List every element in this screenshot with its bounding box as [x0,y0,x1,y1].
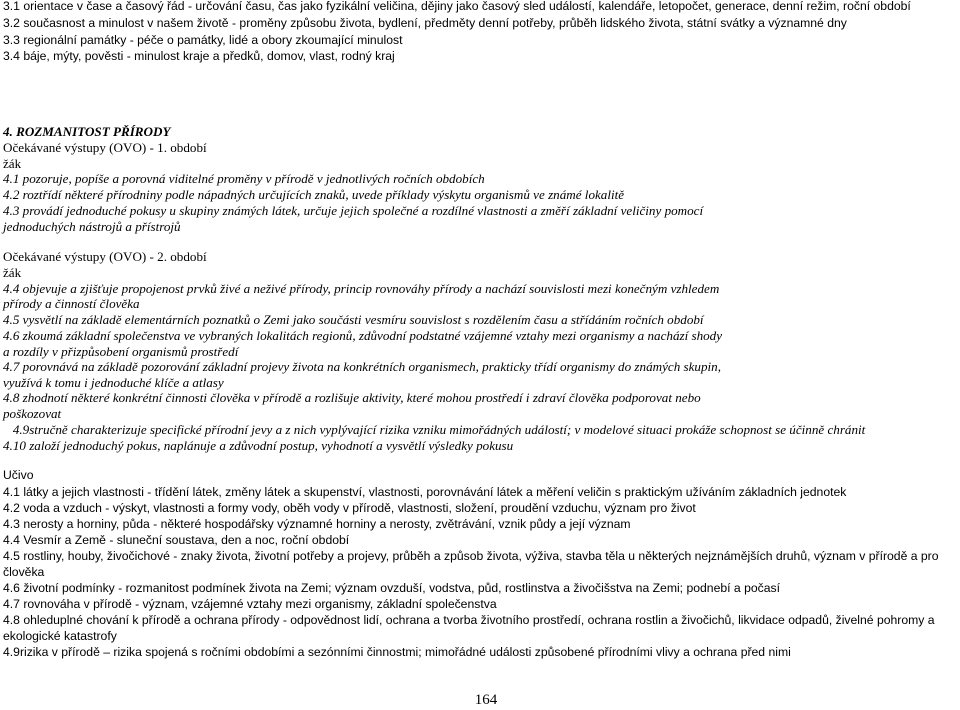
ovo1-item-cont: jednoduchých nástrojů a přístrojů [3,219,181,234]
ovo2-zak: žák [3,265,22,280]
ovo1-item: 4.3 provádí jednoduché pokusy u skupiny známých látek, určuje jejich společné a rozdílné vlastnosti a změří základní veličiny pomocí [3,203,704,218]
ovo2-item-cont: poškozovat [3,406,62,421]
ovo1-zak: žák [3,156,22,171]
ovo2-heading: Očekávané výstupy (OVO) - 2. období [3,249,207,264]
ucivo-item-cont: člověka [3,565,45,579]
ovo2-item-cont: přírody a činností člověka [3,296,140,311]
ovo2-item: 4.9stručně charakterizuje specifické přírodní jevy a z nich vyplývající rizika vzniku mimořádných událostí; v modelové situaci prokáže schopnost se účinně chránit [3,422,866,437]
section-heading: 4. ROZMANITOST PŘÍRODY [3,124,171,139]
ucivo-item: 4.5 rostliny, houby, živočichové - znaky života, životní potřeby a projevy, průběh a způsob života, výživa, stavba těla u některých nejznámějších druhů, význam v přírodě a pro [3,549,939,563]
ucivo-item: 4.6 životní podmínky - rozmanitost podmínek života na Zemi; význam ovzduší, vodstva, půd, rostlinstva a živočišstva na Zemi; podnebí a počasí [3,581,780,595]
text-line-3-3: 3.3 regionální památky - péče o památky, lidé a obory zkoumající minulost [3,33,403,47]
ovo2-item: 4.4 objevuje a zjišťuje propojenost prvků živé a neživé přírody, princip rovnováhy přírody a nachází souvislosti mezi konečným vzhledem [3,281,720,296]
ovo2-item: 4.8 zhodnotí některé konkrétní činnosti člověka v přírodě a rozlišuje aktivity, které mohou prostředí i zdraví člověka podporovat nebo [3,390,701,405]
ovo2-item: 4.10 založí jednoduchý pokus, naplánuje a zdůvodní postup, vyhodnotí a vysvětlí výsledky pokusu [3,438,514,453]
page-number: 164 [474,692,498,708]
text-line-3-1: 3.1 orientace v čase a časový řád - určování času, čas jako fyzikální veličina, dějiny jako časový sled událostí, kalendáře, letopočet, generace, denní režim, roční období [3,0,911,13]
ovo2-item: 4.7 porovnává na základě pozorování základní projevy života na konkrétních organismech, prakticky třídí organismy do známých skupin, [3,359,721,374]
ucivo-item: 4.1 látky a jejich vlastnosti - třídění látek, změny látek a skupenství, vlastnosti, porovnávání látek a měření veličin s praktickým užíváním základních jednotek [3,485,847,499]
ucivo-item: 4.8 ohleduplné chování k přírodě a ochrana přírody - odpovědnost lidí, ochrana a tvorba životního prostředí, ochrana rostlin a živočichů, likvidace odpadů, živelné pohromy a [3,613,935,627]
ovo1-heading: Očekávané výstupy (OVO) - 1. období [3,140,207,155]
ucivo-heading: Učivo [3,468,34,482]
ucivo-item: 4.3 nerosty a horniny, půda - některé hospodářsky významné horniny a nerosty, zvětrávání, vznik půdy a její význam [3,517,631,531]
ovo2-item-cont: a rozdíly v přizpůsobení organismů prostředí [3,344,239,359]
ovo2-item-cont: využívá k tomu i jednoduché klíče a atlasy [3,375,224,390]
ovo2-item: 4.5 vysvětlí na základě elementárních poznatků o Zemi jako součásti vesmíru souvislost s rozdělením času a střídáním ročních období [3,312,704,327]
ucivo-item: 4.4 Vesmír a Země - sluneční soustava, den a noc, roční období [3,533,350,547]
text-line-3-2: 3.2 současnost a minulost v našem životě - proměny způsobu života, bydlení, předměty denní potřeby, průběh lidského života, státní svátky a významné dny [3,16,847,30]
ovo1-item: 4.2 roztřídí některé přírodniny podle nápadných určujících znaků, uvede příklady výskytu organismů ve známé lokalitě [3,187,625,202]
ovo2-item: 4.6 zkoumá základní společenstva ve vybraných lokalitách regionů, zdůvodní podstatné vzájemné vztahy mezi organismy a nachází shody [3,328,723,343]
ovo1-item: 4.1 pozoruje, popíše a porovná viditelné proměny v přírodě v jednotlivých ročních obdobích [3,171,485,186]
text-line-3-4: 3.4 báje, mýty, pověsti - minulost kraje a předků, domov, vlast, rodný kraj [3,49,395,63]
ucivo-item-cont: ekologické katastrofy [3,629,117,643]
ucivo-item: 4.2 voda a vzduch - výskyt, vlastnosti a formy vody, oběh vody v přírodě, vlastnosti, složení, proudění vzduchu, význam pro život [3,501,696,515]
ucivo-item: 4.7 rovnováha v přírodě - význam, vzájemné vztahy mezi organismy, základní společenstva [3,597,497,611]
ucivo-item: 4.9rizika v přírodě – rizika spojená s ročními obdobími a sezónními činnostmi; mimořádné události způsobené přírodními vlivy a ochrana před nimi [3,645,791,659]
